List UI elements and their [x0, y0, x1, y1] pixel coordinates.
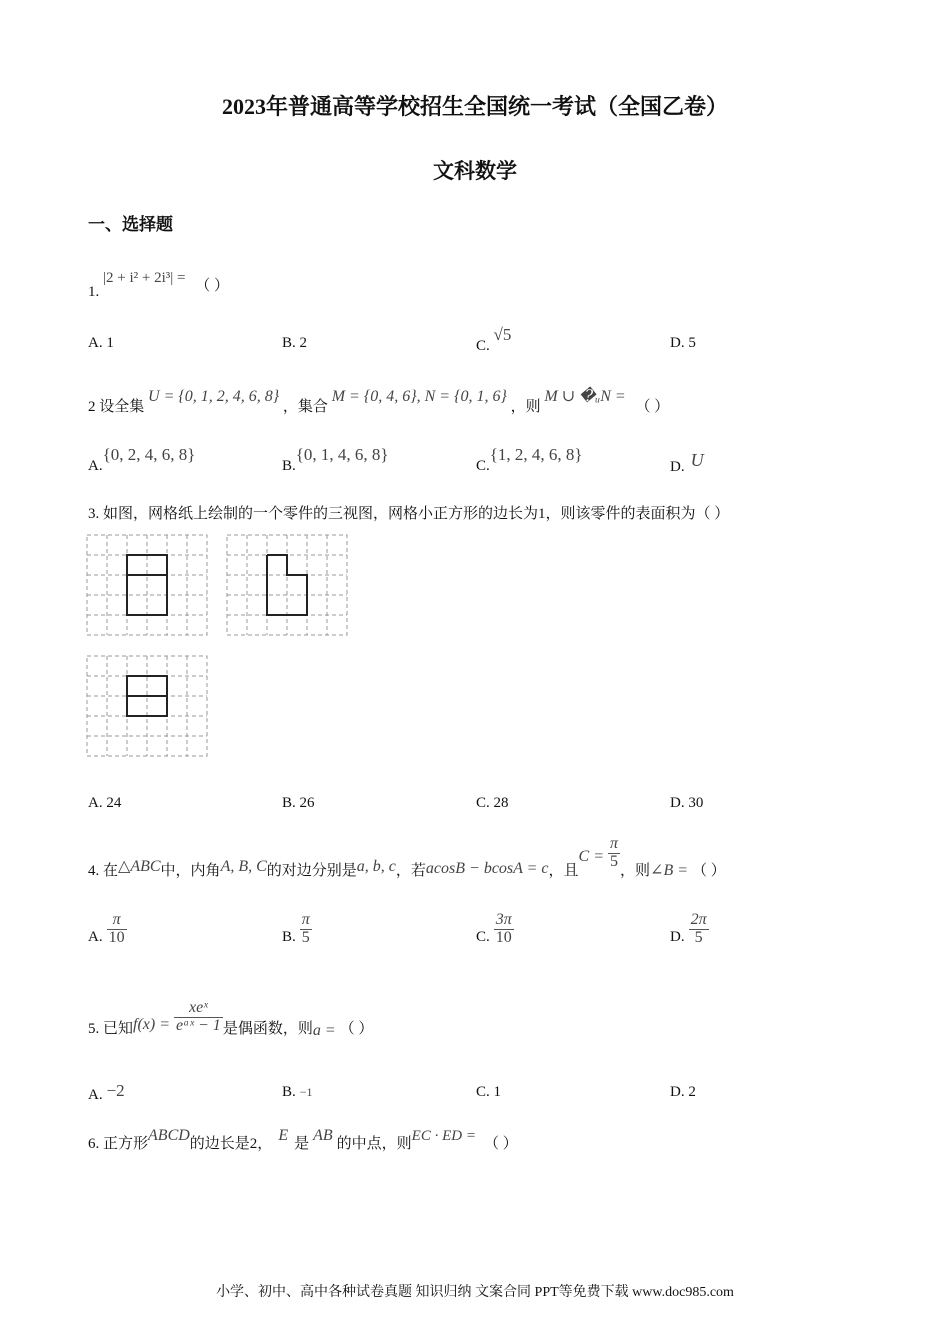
question-5 [88, 999, 374, 1039]
q4-option-c-label: C. [476, 928, 490, 945]
q5-option-a [88, 1081, 125, 1104]
q6-square: ABCD [148, 1127, 190, 1144]
q6-point-e: E [278, 1127, 289, 1144]
q4-text-3: 的对边分别是 [266, 862, 357, 879]
q4-text-4: ，若 [395, 862, 426, 879]
q2-option-a-math: {0, 2, 4, 6, 8} [102, 445, 196, 464]
question-3: 3. 如图，网格纸上绘制的一个零件的三视图，网格小正方形的边长为1，则该零件的表面积为（ ） [88, 506, 730, 522]
q1-option-a: A. 1 [88, 335, 114, 351]
q2-option-a [88, 445, 196, 475]
exam-subtitle: 文科数学 [433, 159, 517, 183]
q2-text-2: ，集合 [282, 399, 328, 415]
q4-sides: a, b, c [356, 857, 396, 875]
q1-option-d: D. 5 [670, 335, 696, 351]
q5-option-d: D. 2 [670, 1084, 696, 1100]
q2-option-a-label: A. [88, 458, 103, 474]
q4-option-a-label: A. [88, 928, 103, 945]
q3-option-a: A. 24 [88, 795, 122, 811]
q2-option-d-label: D. [670, 459, 685, 475]
q6-expression: EC · ED = [411, 1128, 476, 1144]
front-view-figure [86, 534, 210, 638]
q5-text-2: 是偶函数，则 [222, 1020, 313, 1037]
q1-option-c-label: C. [476, 338, 490, 354]
q4-text-2: 中，内角 [160, 862, 221, 879]
q6-text-3: 是 [294, 1136, 310, 1152]
q2-text-1: 2 设全集 [88, 399, 145, 415]
q4-option-b-label: B. [282, 928, 296, 945]
q4-option-b-den: 5 [301, 928, 310, 946]
q3-option-d: D. 30 [670, 795, 704, 811]
q4-angles: A, B, C [220, 857, 267, 875]
page-footer: 小学、初中、高中各种试卷真题 知识归纳 文案合同 PPT等免费下载 www.doc985.com [216, 1285, 734, 1300]
q5-option-b-label: B. [282, 1084, 296, 1100]
q5-option-b-math: −1 [299, 1085, 313, 1099]
q4-text-6: ，则 [620, 862, 651, 879]
q4-option-d-num: 2π [690, 911, 707, 928]
question-2 [88, 388, 670, 416]
question-1 [88, 270, 229, 301]
q1-paren: （ ） [195, 278, 229, 294]
q5-num: xeˣ [174, 1000, 223, 1018]
q4-paren: （ ） [692, 862, 726, 879]
q2-text-3: ，则 [510, 399, 541, 415]
q2-paren: （ ） [635, 399, 670, 415]
q2-option-d [670, 450, 704, 476]
q4-c-num: π [610, 835, 619, 852]
q4-option-d-label: D. [670, 928, 685, 945]
q2-set-u: U = {0, 1, 2, 4, 6, 8} [148, 388, 280, 405]
q5-function: f(x) = [133, 1015, 171, 1033]
question-4 [88, 835, 726, 879]
q2-expression: M ∪ �ᵤN = [544, 388, 626, 405]
q3-option-c: C. 28 [476, 795, 509, 811]
q5-option-a-label: A. [88, 1087, 103, 1103]
q4-option-c [476, 912, 514, 947]
q2-option-d-math: U [690, 450, 704, 470]
q4-option-c-num: 3π [495, 911, 512, 928]
exam-title: 2023年普通高等学校招生全国统一考试（全国乙卷） [221, 94, 728, 119]
q4-option-a-num: π [107, 912, 127, 930]
q4-option-d-den: 5 [694, 928, 703, 946]
q5-a: a = [312, 1021, 336, 1039]
q5-option-a-math: −2 [106, 1081, 125, 1100]
q4-c-den: 5 [610, 852, 619, 870]
q4-equation: acosB − bcosA = c [425, 859, 549, 877]
q1-option-c-math: √5 [493, 325, 512, 344]
q1-option-b: B. 2 [282, 335, 308, 351]
q2-option-b [282, 445, 389, 475]
q6-paren: （ ） [483, 1136, 518, 1152]
q5-fraction [174, 1000, 223, 1035]
q5-option-b [282, 1084, 313, 1101]
side-view-figure [226, 534, 350, 638]
q4-option-d [670, 912, 709, 947]
q6-text-1: 6. 正方形 [88, 1136, 149, 1152]
q4-option-a-den: 10 [108, 928, 125, 946]
q1-expression: |2 + i² + 2i³| = [103, 270, 186, 286]
q6-text-4: 的中点，则 [336, 1136, 412, 1152]
question-6 [88, 1127, 518, 1152]
q4-c-fraction [608, 836, 620, 871]
q4-option-b-num: π [301, 911, 310, 928]
q2-option-c [476, 445, 583, 475]
q4-option-b [282, 912, 312, 947]
q2-option-c-label: C. [476, 458, 490, 474]
q5-option-c: C. 1 [476, 1084, 502, 1100]
q4-triangle: △ABC [118, 857, 161, 875]
q4-text-5: ，且 [548, 862, 579, 879]
q5-text-1: 5. 已知 [88, 1020, 134, 1037]
q6-segment-ab: AB [313, 1127, 333, 1144]
q4-c-eq: C = [578, 847, 605, 865]
q2-option-b-label: B. [282, 458, 296, 474]
q1-option-c [476, 325, 512, 355]
q4-text-1: 4. 在 [88, 862, 119, 879]
q2-option-c-math: {1, 2, 4, 6, 8} [489, 445, 583, 464]
q5-den: eᵃˣ − 1 [176, 1016, 221, 1034]
top-view-figure [86, 655, 210, 759]
q4-option-c-den: 10 [495, 928, 512, 946]
section-heading: 一、选择题 [88, 215, 173, 234]
q1-number: 1. [88, 284, 100, 300]
q4-angle-b: ∠B = [650, 861, 689, 879]
q4-option-a [88, 912, 127, 947]
q3-option-b: B. 26 [282, 795, 315, 811]
q6-text-2: 的边长是2， [189, 1136, 273, 1152]
q2-option-b-math: {0, 1, 4, 6, 8} [295, 445, 389, 464]
q2-set-mn: M = {0, 4, 6}, N = {0, 1, 6} [331, 388, 507, 405]
q5-paren: （ ） [339, 1020, 374, 1037]
